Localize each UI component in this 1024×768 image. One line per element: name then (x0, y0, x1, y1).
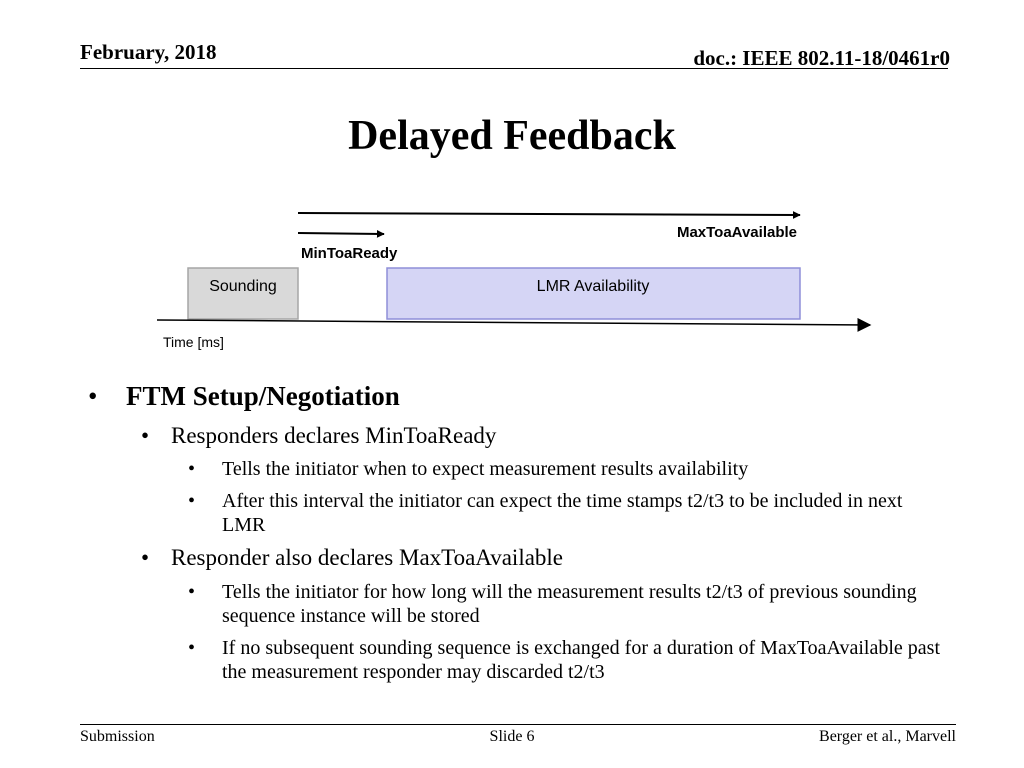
max-toa-arrow (298, 213, 800, 215)
bullet-dot: • (141, 423, 150, 448)
header-doc-id: doc.: IEEE 802.11-18/0461r0 (693, 46, 950, 70)
lmr-availability-label: LMR Availability (536, 278, 650, 295)
bullet-dot: • (188, 637, 196, 659)
bullet-text: If no subsequent sounding sequence is exchanged for a duration of MaxToaAvailable past the measurement responder may discarded t2/t3 (222, 637, 941, 683)
sounding-label: Sounding (209, 278, 277, 295)
bullet-text: After this interval the initiator can expect the time stamps t2/t3 to be included in next LMR (222, 490, 903, 536)
min-toa-arrow (298, 233, 384, 234)
bullet-text: Tells the initiator for how long will the measurement results t2/t3 of previous sounding sequence instance will be stored (222, 581, 917, 627)
bullet-ftm-setup (88, 381, 400, 411)
header-date: February, 2018 (80, 40, 217, 64)
bullet-max-toa-detail-2 (188, 636, 942, 684)
bullet-max-toa (141, 545, 564, 570)
bullet-dot: • (88, 381, 98, 411)
bullet-dot: • (188, 581, 196, 603)
time-axis (157, 320, 870, 325)
bullet-min-toa-detail-2 (188, 489, 942, 537)
bullet-text: Tells the initiator when to expect measurement results availability (222, 458, 749, 480)
min-toa-label: MinToaReady (301, 245, 398, 262)
bullet-min-toa-detail-1 (188, 457, 942, 481)
slide-title: Delayed Feedback (348, 113, 676, 159)
bullet-min-toa (141, 423, 497, 448)
time-axis-label: Time [ms] (163, 334, 224, 350)
footer-submission: Submission (80, 728, 155, 745)
bullet-max-toa-detail-1 (188, 580, 942, 628)
bullet-dot: • (188, 490, 196, 512)
footer-authors: Berger et al., Marvell (819, 728, 956, 745)
bullet-dot: • (188, 458, 196, 480)
footer-divider (80, 724, 956, 725)
timing-diagram (0, 0, 1024, 360)
bullet-text: Responder also declares MaxToaAvailable (171, 545, 564, 570)
bullet-text: FTM Setup/Negotiation (126, 381, 400, 411)
bullet-text: Responders declares MinToaReady (171, 423, 497, 448)
bullet-dot: • (141, 545, 150, 570)
max-toa-label: MaxToaAvailable (676, 224, 797, 241)
footer-slide-number: Slide 6 (489, 728, 535, 745)
